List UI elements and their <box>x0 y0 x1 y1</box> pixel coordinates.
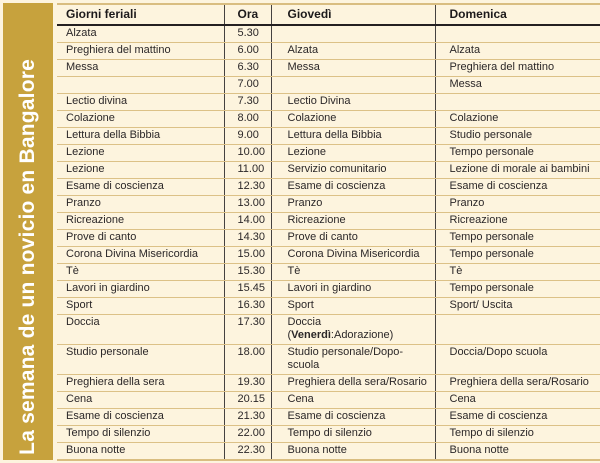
table-cell: Esame di coscienza <box>271 409 435 426</box>
table-cell: Tempo personale <box>435 247 600 264</box>
table-cell: 14.30 <box>224 230 271 247</box>
table-cell: Buona notte <box>435 443 600 461</box>
table-cell: 14.00 <box>224 213 271 230</box>
table-cell: Tempo personale <box>435 281 600 298</box>
table-cell: Preghiera della sera/Rosario <box>271 375 435 392</box>
table-cell: Alzata <box>271 43 435 60</box>
table-cell: Lectio divina <box>57 94 224 111</box>
table-cell: 15.00 <box>224 247 271 264</box>
table-cell: 19.30 <box>224 375 271 392</box>
table-cell: Esame di coscienza <box>57 409 224 426</box>
table-row <box>57 128 600 145</box>
table-cell: 22.00 <box>224 426 271 443</box>
table-row <box>57 281 600 298</box>
table-cell: Lezione <box>57 162 224 179</box>
table-cell: Colazione <box>57 111 224 128</box>
table-cell: 8.00 <box>224 111 271 128</box>
table-cell: Cena <box>435 392 600 409</box>
table-cell: Doccia (Venerdì:Adorazione) <box>271 315 435 345</box>
table-cell: Doccia/Dopo scuola <box>435 345 600 375</box>
table-cell: Esame di coscienza <box>271 179 435 196</box>
table-cell: Tè <box>435 264 600 281</box>
table-row <box>57 409 600 426</box>
table-cell: Tempo di silenzio <box>57 426 224 443</box>
table-cell: Studio personale <box>57 345 224 375</box>
table-row <box>57 264 600 281</box>
table-row <box>57 60 600 77</box>
table-cell: Lezione di morale ai bambini <box>435 162 600 179</box>
table-cell: Alzata <box>57 25 224 43</box>
column-header-giovedi: Giovedì <box>271 4 435 25</box>
table-row <box>57 426 600 443</box>
table-cell: Cena <box>271 392 435 409</box>
table-cell <box>435 25 600 43</box>
table-cell: Pranzo <box>57 196 224 213</box>
table-cell <box>57 77 224 94</box>
table-row <box>57 77 600 94</box>
table-cell <box>435 315 600 345</box>
table-cell: Preghiera del mattino <box>435 60 600 77</box>
table-cell: Pranzo <box>435 196 600 213</box>
table-cell: Sport/ Uscita <box>435 298 600 315</box>
table-cell: 17.30 <box>224 315 271 345</box>
table-cell: 12.30 <box>224 179 271 196</box>
table-cell: 15.30 <box>224 264 271 281</box>
table-cell: 16.30 <box>224 298 271 315</box>
table-cell: Tempo di silenzio <box>435 426 600 443</box>
table-cell: 9.00 <box>224 128 271 145</box>
table-cell: Tempo personale <box>435 145 600 162</box>
table-cell: Esame di coscienza <box>435 409 600 426</box>
table-cell <box>271 25 435 43</box>
table-cell: 15.45 <box>224 281 271 298</box>
table-cell: Messa <box>271 60 435 77</box>
table-cell: Esame di coscienza <box>435 179 600 196</box>
table-cell: Tè <box>57 264 224 281</box>
table-cell: Lettura della Bibbia <box>271 128 435 145</box>
table-cell: Tè <box>271 264 435 281</box>
table-cell: 7.30 <box>224 94 271 111</box>
table-cell: 10.00 <box>224 145 271 162</box>
title-sidebar <box>3 3 53 460</box>
table-cell: 21.30 <box>224 409 271 426</box>
table-cell: Pranzo <box>271 196 435 213</box>
table-cell: Corona Divina Misericordia <box>57 247 224 264</box>
table-cell: 13.00 <box>224 196 271 213</box>
table-row <box>57 345 600 375</box>
schedule-body <box>57 25 600 460</box>
table-cell: Lectio Divina <box>271 94 435 111</box>
table-cell: Tempo personale <box>435 230 600 247</box>
table-cell: Ricreazione <box>435 213 600 230</box>
schedule-table <box>57 3 600 461</box>
table-cell: Buona notte <box>57 443 224 461</box>
table-cell: Ricreazione <box>271 213 435 230</box>
column-header-ora: Ora <box>224 4 271 25</box>
table-cell: Studio personale <box>435 128 600 145</box>
table-cell: Prove di canto <box>57 230 224 247</box>
table-row <box>57 375 600 392</box>
table-cell: Tempo di silenzio <box>271 426 435 443</box>
table-cell: Esame di coscienza <box>57 179 224 196</box>
table-cell: Lavori in giardino <box>271 281 435 298</box>
table-cell: 22.30 <box>224 443 271 461</box>
table-cell: Messa <box>57 60 224 77</box>
table-cell: 7.00 <box>224 77 271 94</box>
table-cell: Lezione <box>271 145 435 162</box>
table-row <box>57 443 600 461</box>
table-cell: Ricreazione <box>57 213 224 230</box>
table-cell: Prove di canto <box>271 230 435 247</box>
table-row <box>57 392 600 409</box>
table-cell: Preghiera della sera <box>57 375 224 392</box>
table-cell: 20.15 <box>224 392 271 409</box>
table-row <box>57 43 600 60</box>
table-cell: 5.30 <box>224 25 271 43</box>
table-header-row <box>57 4 600 25</box>
table-cell: Colazione <box>435 111 600 128</box>
table-cell: 6.00 <box>224 43 271 60</box>
table-cell <box>271 77 435 94</box>
table-row <box>57 162 600 179</box>
table-row <box>57 111 600 128</box>
table-row <box>57 230 600 247</box>
table-cell: Sport <box>271 298 435 315</box>
table-row <box>57 196 600 213</box>
table-cell: Lavori in giardino <box>57 281 224 298</box>
table-row <box>57 247 600 264</box>
table-cell: Cena <box>57 392 224 409</box>
table-cell: 11.00 <box>224 162 271 179</box>
table-row <box>57 25 600 43</box>
table-row <box>57 315 600 345</box>
table-row <box>57 145 600 162</box>
table-row <box>57 213 600 230</box>
table-cell: Alzata <box>435 43 600 60</box>
table-row <box>57 179 600 196</box>
table-cell <box>435 94 600 111</box>
table-cell: Messa <box>435 77 600 94</box>
column-header-giorni-feriali: Giorni feriali <box>57 4 224 25</box>
page-title: La semana de un novicio en Bangalore <box>16 59 39 455</box>
table-cell: Corona Divina Misericordia <box>271 247 435 264</box>
table-cell: Buona notte <box>271 443 435 461</box>
table-cell: Servizio comunitario <box>271 162 435 179</box>
table-cell: 18.00 <box>224 345 271 375</box>
table-cell: Sport <box>57 298 224 315</box>
table-cell: Lettura della Bibbia <box>57 128 224 145</box>
table-cell: Doccia <box>57 315 224 345</box>
table-cell: Studio personale/Dopo- scuola <box>271 345 435 375</box>
column-header-domenica: Domenica <box>435 4 600 25</box>
table-cell: 6.30 <box>224 60 271 77</box>
table-cell: Colazione <box>271 111 435 128</box>
table-cell: Preghiera del mattino <box>57 43 224 60</box>
table-cell: Preghiera della sera/Rosario <box>435 375 600 392</box>
table-cell: Lezione <box>57 145 224 162</box>
table-row <box>57 94 600 111</box>
table-row <box>57 298 600 315</box>
